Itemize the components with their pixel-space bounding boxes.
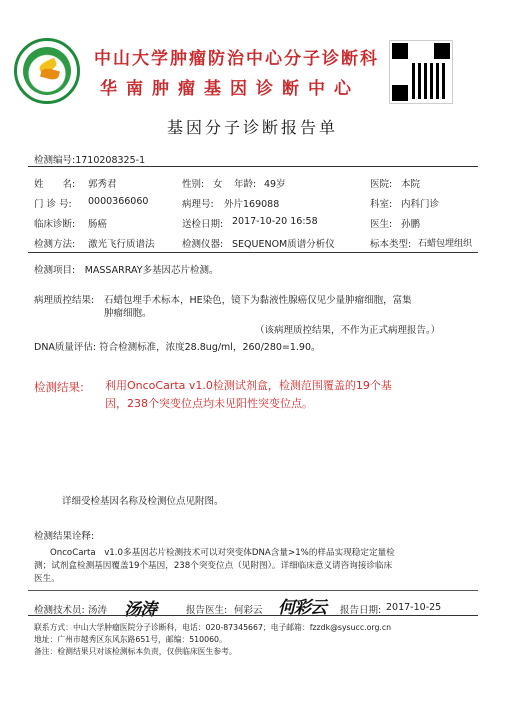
dna-quality: DNA质量评估: 符合检测标准，浓度28.8ug/ml，260/280=1.90。 — [34, 342, 321, 353]
interpretation-line3: 医生。 — [34, 574, 60, 584]
age-label: 年龄: — [234, 179, 257, 190]
qc-line2: 肿瘤细胞。 — [104, 308, 152, 319]
diagnosis-label: 临床诊断: — [34, 219, 76, 230]
patient-age: 49岁 — [264, 179, 286, 190]
technician-name: 汤涛 — [88, 605, 108, 616]
pathology-label: 病理号: — [182, 199, 214, 210]
diagnosis: 肠癌 — [88, 219, 108, 230]
divider — [28, 615, 478, 616]
test-item: 检测项目: MASSARRAY多基因芯片检测。 — [34, 265, 219, 276]
dept-label: 科室: — [370, 199, 393, 210]
footer-note: 备注：检测结果只对该检测标本负责，仅供临床医生参考。 — [34, 647, 237, 656]
reporter-name: 何彩云 — [234, 605, 263, 616]
sample-type: 石蜡包埋组织 — [418, 239, 473, 249]
send-date: 2017-10-20 16:58 — [232, 216, 318, 227]
footer-contact: 联系方式：中山大学肿瘤医院分子诊断科，电话：020-87345667；电子邮箱：fzzdk@sysucc.org.cn — [34, 623, 392, 632]
qc-line1: 石蜡包埋手术标本，HE染色，镜下为黏液性腺癌仅见少量肿瘤细胞，富集 — [104, 295, 412, 306]
qc-note: （该病理质控结果，不作为正式病理报告。） — [255, 325, 441, 336]
qr-code-icon — [390, 41, 452, 103]
org-subtitle: 华南肿瘤基因诊断中心 — [100, 79, 360, 99]
detail-note: 详细受检基因名称及检测位点见附图。 — [62, 496, 224, 507]
hospital-logo-icon — [14, 38, 80, 104]
hospital: 本院 — [401, 179, 421, 190]
org-title: 中山大学肿瘤防治中心分子诊断科 — [94, 49, 379, 69]
report-date-label: 报告日期: — [340, 605, 382, 616]
result-line2: 因，238个突变位点均未见阳性突变位点。 — [105, 397, 313, 410]
footer-address: 地址：广州市越秀区东风东路651号，邮编：510060。 — [34, 635, 227, 644]
technician-label: 检测技术员: — [34, 605, 85, 616]
interpretation-line1: OncoCarta v1.0多基因芯片检测技术可以对突变体DNA含量>1%的样品实现稳定定量检 — [50, 548, 395, 558]
doctor: 孙鹏 — [401, 219, 421, 230]
divider — [28, 252, 478, 253]
clinic-label: 门 诊 号: — [34, 199, 72, 210]
divider — [28, 590, 478, 591]
divider — [28, 166, 478, 167]
send-date-label: 送检日期: — [182, 219, 224, 230]
instrument-label: 检测仪器: — [182, 239, 224, 250]
method-label: 检测方法: — [34, 239, 76, 250]
name-label: 姓 名: — [34, 179, 76, 190]
doctor-label: 医生: — [370, 219, 393, 230]
instrument: SEQUENOM质谱分析仪 — [232, 239, 335, 250]
clinic-number: 0000366060 — [88, 196, 149, 207]
dept: 内科门诊 — [401, 199, 440, 210]
sex-label: 性别: — [182, 179, 205, 190]
reporter-signature: 何彩云 — [278, 598, 326, 618]
test-number: 检测编号:1710208325-1 — [34, 155, 146, 166]
report-title: 基因分子诊断报告单 — [166, 118, 338, 137]
reporter-label: 报告医生: — [186, 605, 228, 616]
patient-sex: 女 — [213, 179, 223, 190]
interpretation-line2: 测；试剂盒检测基因覆盖19个基因，238个突变位点（见附图）。详细临床意义请咨询接诊临床 — [34, 561, 393, 571]
sample-label: 标本类型: — [370, 239, 412, 250]
hospital-label: 医院: — [370, 179, 393, 190]
patient-name: 郭秀君 — [88, 179, 117, 190]
method: 激光飞行质谱法 — [88, 239, 155, 250]
report-date: 2017-10-25 — [386, 602, 442, 613]
qc-label: 病理质控结果: — [34, 295, 95, 306]
interpretation-label: 检测结果诠释: — [34, 531, 95, 542]
technician-signature: 汤涛 — [124, 600, 156, 620]
result-line1: 利用OncoCarta v1.0检测试剂盒，检测范围覆盖的19个基 — [105, 379, 392, 392]
pathology-number: 外片169088 — [224, 199, 280, 210]
result-label: 检测结果: — [34, 380, 84, 394]
